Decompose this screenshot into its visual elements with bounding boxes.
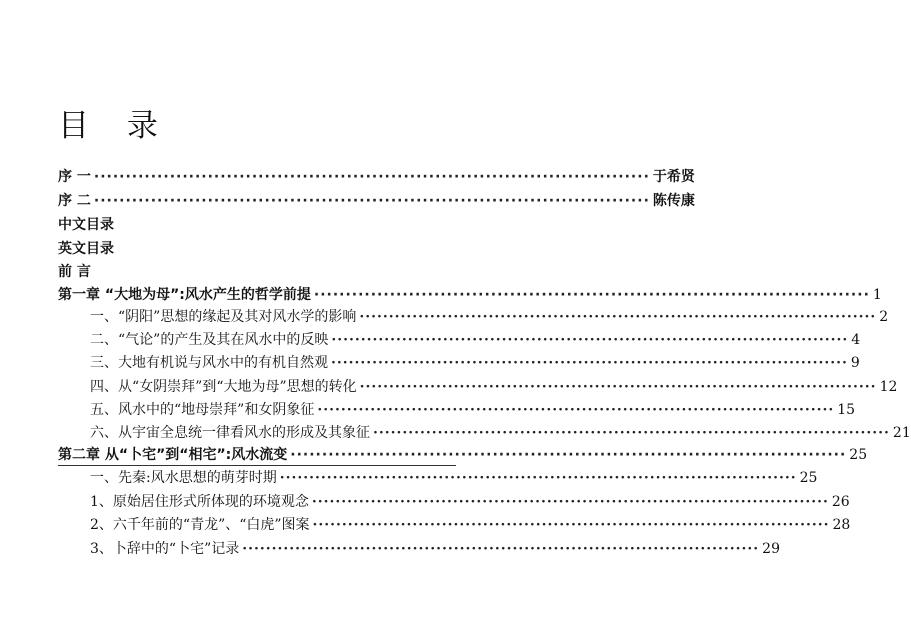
toc-entry[interactable] [90,354,860,372]
toc-entry[interactable] [58,240,258,258]
toc-entry-label: 2、六千年前的“青龙”、“白虎”图案 [90,517,310,533]
toc-entry[interactable] [90,424,911,442]
toc-entry-page: 25 [849,447,868,463]
toc-entry-label: 英文目录 [58,241,114,257]
divider [58,465,456,466]
dot-leader: ························································································ [93,193,650,209]
toc-entry[interactable] [58,168,695,186]
toc-entry[interactable] [90,378,898,396]
toc-entry[interactable] [58,216,258,234]
toc-entry-label: 第一章 “大地为母”:风水产生的哲学前提 [58,287,311,303]
toc-entry-page: 15 [837,402,856,418]
dot-leader: ························································································ [317,402,835,418]
dot-leader: ························································································ [373,425,890,441]
toc-entry-label: 一、“阴阳”思想的缘起及其对风水学的影响 [90,309,357,325]
dot-leader: ························································································ [242,541,760,557]
toc-entry-page: 1 [872,287,882,303]
toc-entry-label: 六、从宇宙全息统一律看风水的形成及其象征 [90,425,370,441]
toc-entry-label: 一、先秦:风水思想的萌芽时期 [90,470,277,486]
toc-entry-label: 3、卜辞中的“卜宅”记录 [90,541,240,557]
toc-entry[interactable] [90,469,818,487]
dot-leader: ························································································ [331,332,849,348]
toc-entry-page: 陈传康 [652,193,695,209]
toc-entry-label: 中文目录 [58,217,114,233]
dot-leader: ························································································ [359,379,877,395]
toc-entry-page: 26 [831,494,850,510]
toc-entry[interactable] [58,446,868,464]
toc-entry-page: 12 [879,379,898,395]
toc-entry[interactable] [58,192,695,210]
toc-entry-label: 序 二 [58,193,91,209]
toc-entry-page: 28 [832,517,851,533]
dot-leader: ························································································ [279,470,797,486]
toc-entry-label: 三、大地有机说与风水中的有机自然观 [90,355,328,371]
toc-entry-label: 二、“气论”的产生及其在风水中的反映 [90,332,329,348]
toc-entry[interactable] [58,286,882,304]
toc-entry[interactable] [90,493,850,511]
toc-entry-page: 25 [799,470,818,486]
toc-entry[interactable] [90,308,889,326]
toc-entry-label: 序 一 [58,169,91,185]
dot-leader: ························································································ [313,287,870,303]
toc-entry-label: 四、从“女阴崇拜”到“大地为母”思想的转化 [90,379,357,395]
toc-entry-page: 29 [762,541,780,557]
toc-entry-page: 21 [892,425,911,441]
toc-entry[interactable] [58,263,258,281]
toc-entry-label: 第二章 从“卜宅”到“相宅”:风水流变 [58,447,288,463]
toc-entry-label: 前 言 [58,264,91,280]
toc-entry-page: 4 [851,332,861,348]
dot-leader: ························································································ [290,447,847,463]
toc-entry-label: 1、原始居住形式所体现的环境观念 [90,494,309,510]
toc-entry[interactable] [90,516,851,534]
toc-entry-page: 9 [850,355,860,371]
toc-entry-page: 2 [879,309,889,325]
page-title: 目 录 [58,108,172,144]
toc-entry-page: 于希贤 [652,169,695,185]
dot-leader: ························································································ [359,309,877,325]
toc-entry-label: 五、风水中的“地母崇拜”和女阴象征 [90,402,315,418]
dot-leader: ························································································ [331,355,848,371]
dot-leader: ························································································ [93,169,650,185]
dot-leader: ························································································ [312,517,830,533]
toc-entry[interactable] [90,331,861,349]
toc-entry[interactable] [90,401,856,419]
dot-leader: ························································································ [311,494,829,510]
toc-entry[interactable] [90,540,780,558]
